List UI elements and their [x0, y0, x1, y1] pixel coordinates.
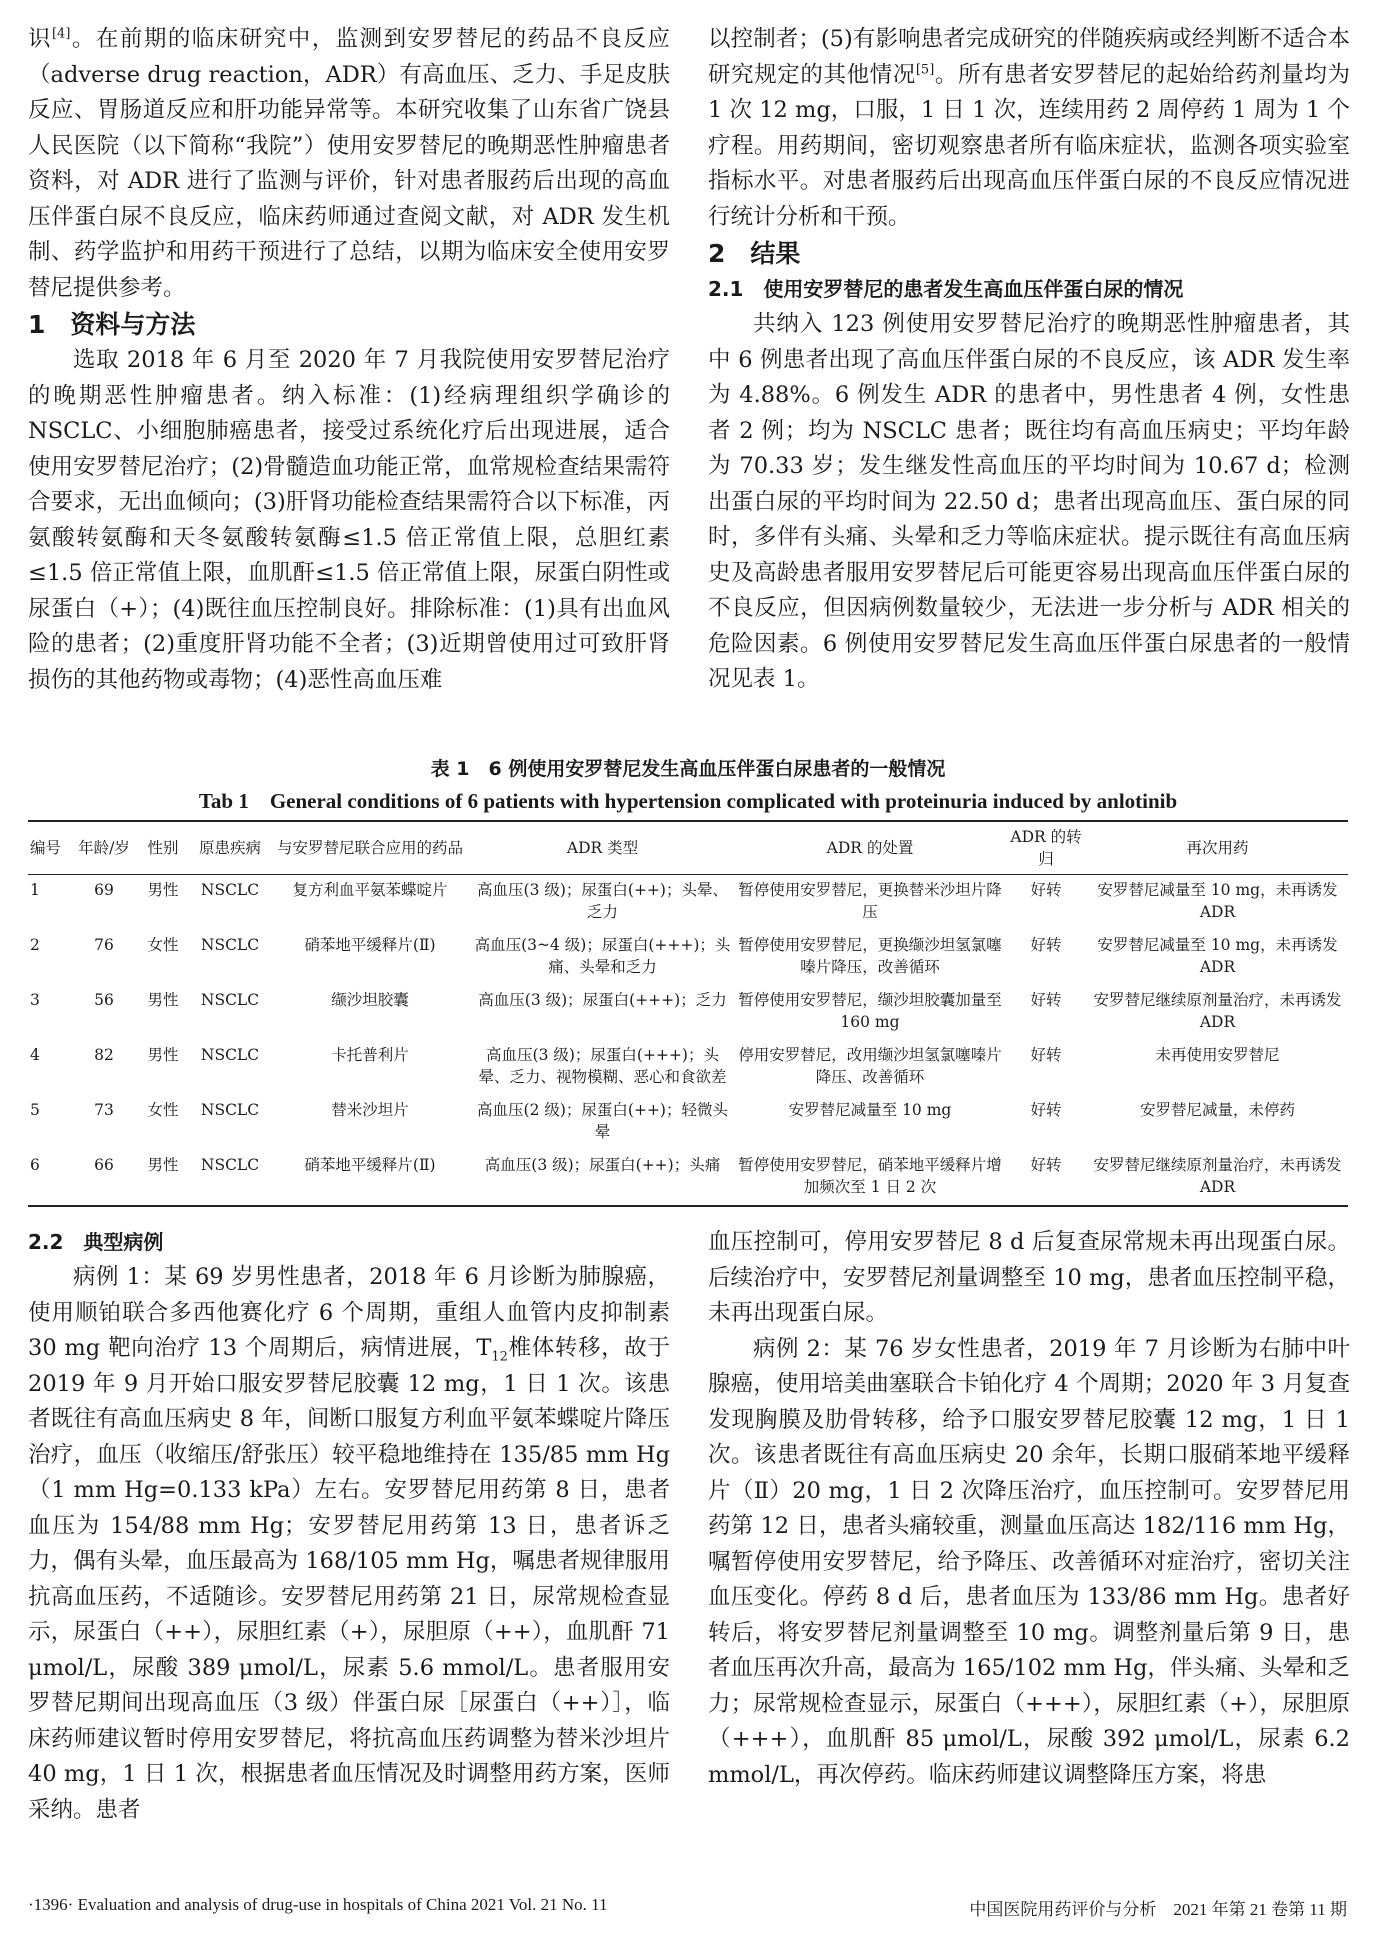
table-row [28, 985, 1348, 1040]
table-cell: 高血压(3 级)；尿蛋白(+++)；头晕、乏力、视物模糊、恶心和食欲差 [478, 1046, 727, 1086]
footer-journal-en: ·1396· Evaluation and analysis of drug-use in hospitals of China 2021 Vol. 21 No. 11 [28, 1895, 608, 1914]
table-cell: 替米沙坦片 [331, 1101, 409, 1119]
table-cell: 好转 [1030, 1101, 1062, 1119]
table-row [28, 1095, 1348, 1150]
table-cell: NSCLC [200, 936, 260, 954]
footer-journal-cn: 中国医院用药评价与分析 2021 年第 21 卷第 11 期 [969, 1900, 1347, 1919]
table-cell: 76 [94, 936, 114, 954]
col-header: 再次用药 [1186, 839, 1249, 857]
table-row [28, 930, 1348, 985]
table-cell: 高血压(3 级)；尿蛋白(+++)；乏力 [478, 991, 727, 1009]
case-1-continued: 血压控制可，停用安罗替尼 8 d 后复查尿常规未再出现蛋白尿。后续治疗中，安罗替尼剂量调整至 10 mg，患者血压控制平稳，未再出现蛋白尿。 [708, 1229, 1350, 1326]
top-left-column [28, 22, 670, 698]
table-cell: 安罗替尼继续原剂量治疗，未再诱发 ADR [1093, 991, 1342, 1031]
bottom-right-column [708, 1225, 1350, 1793]
table-cell: 未再使用安罗替尼 [1155, 1046, 1280, 1064]
section-heading-results: 2 结果 [708, 239, 801, 268]
table-cell: 好转 [1030, 991, 1062, 1009]
table-cell: 暂停使用安罗替尼，硝苯地平缓释片增加频次至 1 日 2 次 [738, 1156, 1002, 1196]
table-cell: 高血压(3~4 级)；尿蛋白(+++)；头痛、头晕和乏力 [474, 936, 731, 976]
citation-ref: [4] [51, 26, 71, 42]
case-2-paragraph: 病例 2：某 76 岁女性患者，2019 年 7 月诊断为右肺中叶腺癌，使用培美曲塞联合卡铂化疗 4 个周期；2020 年 3 月复查发现胸膜及肋骨转移，给予口服安罗替尼胶囊 12 mg，1 日 1 次。该患者既往有高血压病史 20 余年，长期口服硝苯地平缓释片（Ⅱ）20 mg，1 日 2 次降压治疗，血压控制可。安罗替尼用药第 12 日，患者头痛较重，测量血压高达 182/116 mm Hg，嘱暂停使用安罗替尼，给予降压、改善循环对症治疗，密切关注血压变化。停药 8 d 后，患者血压为 133/86 mm Hg。患者好转后，将安罗替尼剂量调整至 10 mg。调整剂量后第 9 日，患者血压再次升高，最高为 165/102 mm Hg，伴头痛、头晕和乏力；尿常规检查显示，尿蛋白（+++），尿胆红素（+），尿胆原（+++），血肌酐 85 μmol/L，尿酸 392 μmol/L，尿素 6.2 mmol/L，再次停药。临床药师建议调整降压方案，将患 [708, 1335, 1350, 1788]
col-header: ADR 类型 [566, 839, 639, 857]
table-cell: 好转 [1030, 881, 1062, 899]
criteria-paragraph: 以控制者；(5)有影响患者完成研究的伴随疾病或经判断不适合本研究规定的其他情况[5]。所有患者安罗替尼的起始给药剂量均为 1 次 12 mg，口服，1 日 1 次，连续用药 2 周停药 1 周为 1 个疗程。用药期间，密切观察患者所有临床症状，监测各项实验室指标水平。对患者服药后出现高血压伴蛋白尿的不良反应情况进行统计分析和干预。 [708, 26, 1350, 230]
table-cell: NSCLC [200, 991, 260, 1009]
intro-paragraph: 识[4]。在前期的临床研究中，监测到安罗替尼的药品不良反应（adverse drug reaction，ADR）有高血压、乏力、手足皮肤反应、胃肠道反应和肝功能异常等。本研究收集了山东省广饶县人民医院（以下简称“我院”）使用安罗替尼的晚期恶性肿瘤患者资料，对 ADR 进行了监测与评价，针对患者服药后出现的高血压伴蛋白尿不良反应，临床药师通过查阅文献，对 ADR 发生机制、药学监护和用药干预进行了总结，以期为临床安全使用安罗替尼提供参考。 [28, 26, 670, 301]
section-heading-methods: 1 资料与方法 [28, 310, 196, 339]
table-cell: 男性 [147, 1156, 179, 1174]
table-cell: 硝苯地平缓释片(Ⅱ) [304, 936, 436, 954]
col-header: 原患疾病 [198, 839, 261, 857]
table-cell: 4 [30, 1046, 40, 1064]
subsection-heading-2-1: 2.1 使用安罗替尼的患者发生高血压伴蛋白尿的情况 [708, 277, 1184, 301]
table-cell: 暂停使用安罗替尼，缬沙坦胶囊加量至 160 mg [738, 991, 1002, 1031]
table-row [28, 875, 1348, 931]
table-cell: 暂停使用安罗替尼，更换替米沙坦片降压 [738, 881, 1002, 921]
results-paragraph: 共纳入 123 例使用安罗替尼治疗的晚期恶性肿瘤患者，其中 6 例患者出现了高血压伴蛋白尿的不良反应，该 ADR 发生率为 4.88%。6 例发生 ADR 的患者中，男性患者 4 例，女性患者 2 例；均为 NSCLC 患者；既往均有高血压病史；平均年龄为 70.33 岁；发生继发性高血压的平均时间为 10.67 d；检测出蛋白尿的平均时间为 22.50 d；患者出现高血压、蛋白尿的同时，多伴有头痛、头晕和乏力等临床症状。提示既往有高血压病史及高龄患者服用安罗替尼后可能更容易出现高血压伴蛋白尿的不良反应，但因病例数量较少，无法进一步分析与 ADR 相关的危险因素。6 例使用安罗替尼发生高血压伴蛋白尿患者的一般情况见表 1。 [708, 311, 1350, 692]
table-cell: 66 [94, 1156, 114, 1174]
table-row [28, 1150, 1348, 1206]
table-cell: 1 [30, 881, 40, 899]
methods-paragraph: 选取 2018 年 6 月至 2020 年 7 月我院使用安罗替尼治疗的晚期恶性肿瘤患者。纳入标准：(1)经病理组织学确诊的 NSCLC、小细胞肺癌患者，接受过系统化疗后出现进展，适合使用安罗替尼治疗；(2)骨髓造血功能正常，血常规检查结果需符合要求，无出血倾向；(3)肝肾功能检查结果需符合以下标准，丙氨酸转氨酶和天冬氨酸转氨酶≤1.5 倍正常值上限，总胆红素≤1.5 倍正常值上限，血肌酐≤1.5 倍正常值上限，尿蛋白阴性或尿蛋白（+）；(4)既往血压控制良好。排除标准：(1)具有出血风险的患者；(2)重度肝肾功能不全者；(3)近期曾使用过可致肝肾损伤的其他药物或毒物；(4)恶性高血压难 [28, 347, 670, 693]
table-cell: 好转 [1030, 1156, 1062, 1174]
table-cell: 停用安罗替尼，改用缬沙坦氢氯噻嗪片降压、改善循环 [738, 1046, 1002, 1086]
col-header: 年龄/岁 [78, 839, 130, 857]
case-1-paragraph: 病例 1：某 69 岁男性患者，2018 年 6 月诊断为肺腺癌，使用顺铂联合多西他赛化疗 6 个周期，重组人血管内皮抑制素 30 mg 靶向治疗 13 个周期后，病情进展，$T_{12}$椎体转移，故于 2019 年 9 月开始口服安罗替尼胶囊 12 mg，1 日 1 次。该患者既往有高血压病史 8 年，间断口服复方利血平氨苯蝶啶片降压治疗，血压（收缩压/舒张压）较平稳地维持在 135/85 mm Hg（1 mm Hg=0.133 kPa）左右。安罗替尼用药第 8 日，患者血压为 154/88 mm Hg；安罗替尼用药第 13 日，患者诉乏力，偶有头晕，血压最高为 168/105 mm Hg，嘱患者规律服用抗高血压药，不适随诊。安罗替尼用药第 21 日，尿常规检查显示，尿蛋白（++），尿胆红素（+），尿胆原（++），血肌酐 71 μmol/L，尿酸 389 μmol/L，尿素 5.6 mmol/L。患者服用安罗替尼期间出现高血压（3 级）伴蛋白尿［尿蛋白（++）］，临床药师建议暂时停用安罗替尼，将抗高血压药调整为替米沙坦片 40 mg，1 日 1 次，根据患者血压情况及时调整用药方案，医师采纳。患者 [28, 1264, 670, 1823]
table-cell: 男性 [147, 991, 179, 1009]
table-cell: 3 [30, 991, 40, 1009]
col-header: ADR 的转归 [1010, 828, 1082, 868]
table-cell: 安罗替尼减量至 10 mg，未再诱发 ADR [1097, 881, 1338, 921]
table-caption-en: Tab 1 General conditions of 6 patients with hypertension complicated with proteinuria induced by anlotinib [198, 789, 1178, 813]
table-cell: NSCLC [200, 881, 260, 899]
bottom-left-column [28, 1225, 670, 1828]
col-header: ADR 的处置 [826, 839, 914, 857]
table-cell: 卡托普利片 [331, 1046, 409, 1064]
table-cell: 5 [30, 1101, 40, 1119]
patient-table [28, 820, 1348, 1207]
table-cell: 男性 [147, 1046, 179, 1064]
table-cell: 高血压(3 级)；尿蛋白(++)；头痛 [484, 1156, 721, 1174]
table-1 [28, 753, 1348, 1207]
table-cell: 高血压(2 级)；尿蛋白(++)；轻微头晕 [477, 1101, 728, 1141]
table-header-row [28, 821, 1348, 875]
col-header: 性别 [147, 839, 179, 857]
col-header: 与安罗替尼联合应用的药品 [276, 839, 463, 857]
table-cell: 82 [94, 1046, 114, 1064]
table-cell: 73 [94, 1101, 114, 1119]
table-cell: 安罗替尼减量，未停药 [1139, 1101, 1295, 1119]
table-caption-cn: 表 1 6 例使用安罗替尼发生高血压伴蛋白尿患者的一般情况 [430, 758, 946, 780]
citation-ref: [5] [915, 62, 935, 77]
table-cell: 男性 [147, 881, 179, 899]
table-cell: 硝苯地平缓释片(Ⅱ) [304, 1156, 436, 1174]
table-cell: 69 [94, 881, 114, 899]
table-cell: 安罗替尼减量至 10 mg，未再诱发 ADR [1097, 936, 1338, 976]
table-cell: 高血压(3 级)；尿蛋白(++)；头晕、乏力 [477, 881, 728, 921]
table-cell: 6 [30, 1156, 40, 1174]
table-cell: 好转 [1030, 936, 1062, 954]
subsection-heading-2-2: 2.2 典型病例 [28, 1230, 164, 1254]
table-cell: 复方利血平氨苯蝶啶片 [292, 881, 448, 899]
col-header: 编号 [30, 839, 62, 857]
table-cell: 缬沙坦胶囊 [331, 991, 409, 1009]
table-cell: 2 [30, 936, 40, 954]
top-right-column [708, 22, 1350, 698]
table-row [28, 1040, 1348, 1095]
table-cell: 女性 [147, 936, 179, 954]
table-cell: 好转 [1030, 1046, 1062, 1064]
table-cell: NSCLC [200, 1046, 260, 1064]
table-cell: NSCLC [200, 1101, 260, 1119]
table-cell: 安罗替尼继续原剂量治疗，未再诱发 ADR [1093, 1156, 1342, 1196]
table-cell: 暂停使用安罗替尼，更换缬沙坦氢氯噻嗪片降压，改善循环 [738, 936, 1002, 976]
table-cell: 安罗替尼减量至 10 mg [788, 1101, 952, 1119]
table-cell: 女性 [147, 1101, 179, 1119]
table-cell: 56 [94, 991, 114, 1009]
table-cell: NSCLC [200, 1156, 260, 1174]
